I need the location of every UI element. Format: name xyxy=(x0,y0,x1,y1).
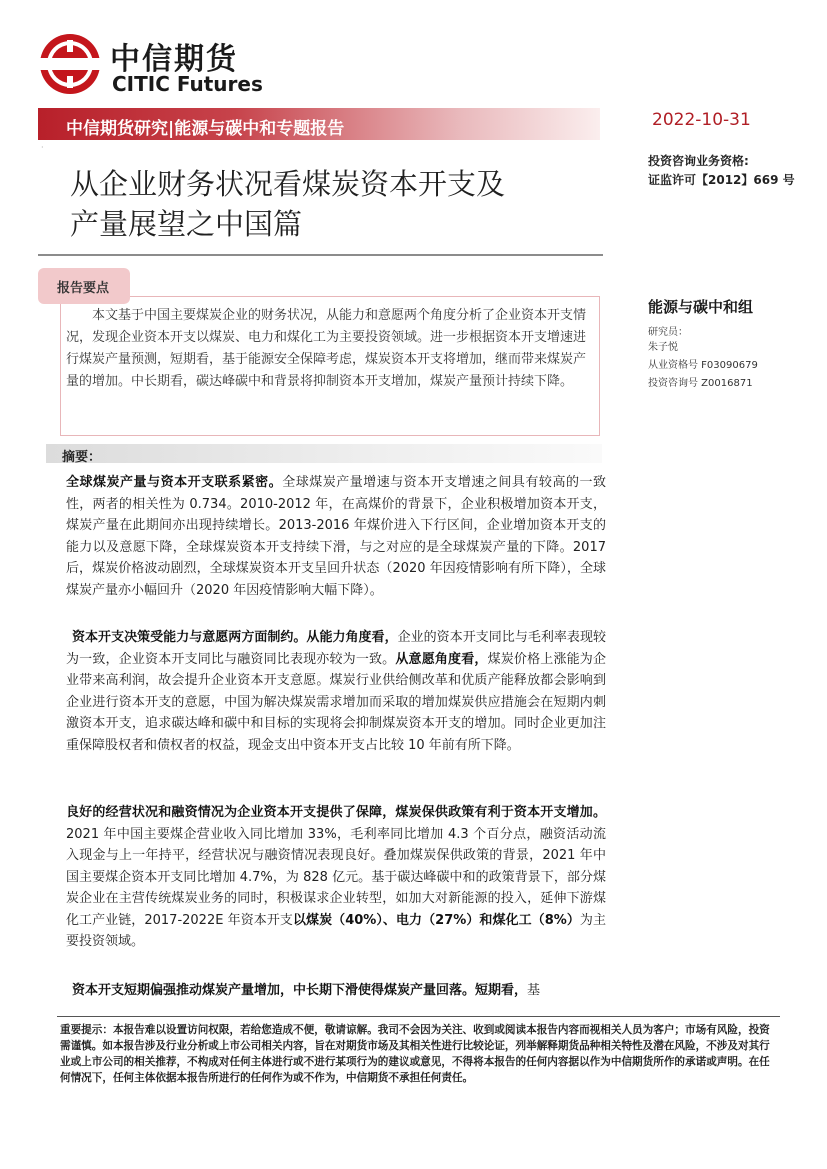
report-date: 2022-10-31 xyxy=(652,110,751,130)
footer-divider xyxy=(57,1016,780,1017)
logo-english-name: CITIC Futures xyxy=(112,72,263,96)
decorative-dot: · xyxy=(41,143,44,152)
p3-highlight: 以煤炭（40%）、电力（27%）和煤化工（8%） xyxy=(292,912,580,928)
title-line-1: 从企业财务状况看煤炭资本开支及 xyxy=(70,167,506,201)
key-points-text: 本文基于中国主要煤炭企业的财务状况，从能力和意愿两个角度分析了企业资本开支情况，发现企业资本开支以煤炭、电力和煤化工为主要投资领域。进一步根据资本开支增速进行煤炭产量预测，短期看，基于能源安全保障考虑，煤炭资本开支将增加，继而带来煤炭产量的增加。中长期看，碳达峰碳中和背景将抑制资本开支增加，煤炭产量预计持续下降。 xyxy=(66,308,587,389)
researcher-label: 研究员： xyxy=(648,327,688,338)
key-points-label: 报告要点 xyxy=(57,281,110,296)
p4-body: 基 xyxy=(527,983,541,998)
p3-lead: 良好的经营状况和融资情况为企业资本开支提供了保障，煤炭保供政策有利于资本开支增加。 xyxy=(66,805,606,820)
report-title xyxy=(70,164,600,244)
p2-lead-2: 从意愿角度看， xyxy=(395,651,488,667)
citic-logo-icon xyxy=(38,32,102,96)
p1-body: 全球煤炭产量增速与资本开支增速之间具有较高的一致性，两者的相关性为 0.734。2010-2012 年，在高煤价的背景下，企业积极增加资本开支，煤炭产量在此期间亦出现持续增长。2013-2016 年煤价进入下行区间，企业增加资本开支的能力以及意愿下降，全球煤炭资本开支持续下滑，与之对应的是全球煤炭产量的下降。2017 后，煤炭价格波动剧烈，全球煤炭资本开支呈回升状态（2020 年因疫情影响有所下降），全球煤炭产量亦小幅回升（2020 年因疫情影响大幅下降）。 xyxy=(66,475,606,598)
summary-paragraph-2 xyxy=(66,627,606,756)
logo-chinese-name: 中信期货 xyxy=(110,42,238,77)
license-number-2: 投资咨询号 Z0016871 xyxy=(648,378,753,389)
p2-body-1: 企业的资本开支同比与毛利率表现较为一致，企业资本开支同比与融资同比表现亦较为一致。 xyxy=(66,630,606,667)
p1-lead: 全球煤炭产量与资本开支联系紧密。 xyxy=(66,475,283,490)
p2-body-2: 煤炭价格上涨能为企业带来高利润，故会提升企业资本开支意愿。煤炭行业供给侧改革和优质产能释放都会影响到企业进行资本开支的意愿，中国为解决煤炭需求增加而采取的增加煤炭供应措施会在短期内刺激资本开支，追求碳达峰和碳中和目标的实现将会抑制煤炭资本开支的增加。同时企业更加注重保障股权者和债权者的权益，现金支出中资本开支占比较 10 年前有所下降。 xyxy=(66,651,606,753)
disclaimer-text: 重要提示：本报告难以设置访问权限，若给您造成不便，敬请谅解。我司不会因为关注、收到或阅读本报告内容而视相关人员为客户；市场有风险，投资需谨慎。如本报告涉及行业分析或上市公司相关内容，旨在对期货市场及其相关性进行比较论证，列举解释期货品种相关特性及潜在风险，不涉及对其行业或上市公司的相关推荐，不构成对任何主体进行或不进行某项行为的建议或意见，不得将本报告的任何内容据以作为中信期货所作的承诺或声明。在任何情况下，任何主体依据本报告所进行的任何作为或不作为，中信期货不承担任何责任。 xyxy=(60,1024,770,1084)
summary-paragraph-3 xyxy=(66,802,606,953)
summary-label: 摘要： xyxy=(62,450,102,465)
summary-banner xyxy=(46,444,602,463)
summary-paragraph-4 xyxy=(66,980,606,1002)
p2-lead: 资本开支决策受能力与意愿两方面制约。从能力角度看， xyxy=(72,630,398,645)
p4-lead: 资本开支短期偏强推动煤炭产量增加，中长期下滑使得煤炭产量回落。短期看， xyxy=(72,983,528,998)
title-divider xyxy=(38,254,603,256)
p3-body-1: 2021 年中国主要煤企营业收入同比增加 33%，毛利率同比增加 4.3 个百分点，融资活动流入现金与上一年持平，经营状况与融资情况表现良好。叠加煤炭保供政策的背景，2021 年中国主要煤企资本开支同比增加 4.7%，为 828 亿元。基于碳达峰碳中和的政策背景下，部分煤炭企业在主营传统煤炭业务的同时，积极谋求企业转型，如加大对新能源的投入，延伸下游煤化工产业链，2017-2022E 年资本开支 xyxy=(66,826,606,928)
qualification-value: 证监许可【2012】669 号 xyxy=(648,173,795,187)
researcher-name: 朱子悦 xyxy=(648,342,678,353)
summary-paragraph-1 xyxy=(66,472,606,601)
report-category: 中信期货研究|能源与碳中和专题报告 xyxy=(66,119,345,139)
qualification-label: 投资咨询业务资格: xyxy=(648,154,749,168)
research-group: 能源与碳中和组 xyxy=(648,298,754,316)
title-line-2: 产量展望之中国篇 xyxy=(70,207,303,241)
license-number-1: 从业资格号 F03090679 xyxy=(648,360,758,371)
p3-body-2: 为主要投资领域。 xyxy=(66,912,606,949)
